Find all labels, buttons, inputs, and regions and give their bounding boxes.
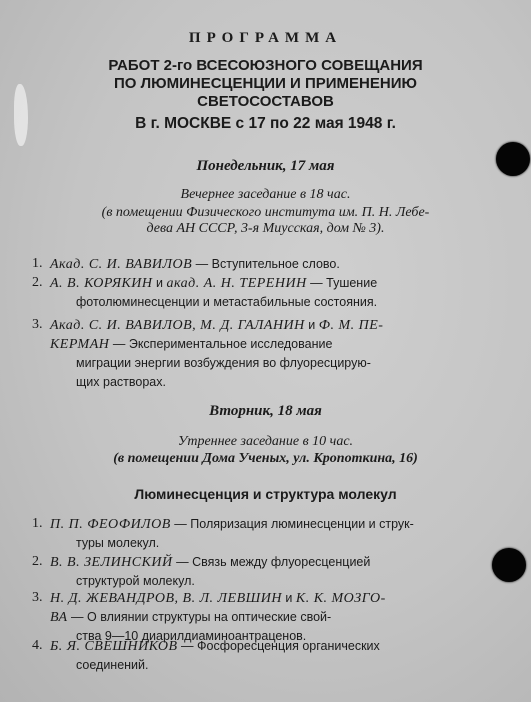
header-line-3: СВЕТОСОСТАВОВ	[197, 93, 334, 110]
talk-text	[50, 274, 500, 312]
dash: —	[306, 276, 327, 290]
talk-number: 2.	[32, 275, 43, 290]
talk-title: Экспериментальное исследование	[128, 337, 333, 351]
talk-text	[50, 637, 500, 675]
talk-title: Тушение	[326, 276, 378, 290]
talk-number: 2.	[32, 554, 43, 569]
conjunction: и	[304, 318, 319, 332]
talk-text	[50, 316, 500, 392]
conjunction: и	[281, 591, 296, 605]
talk-line	[50, 608, 500, 627]
header-dates: В г. МОСКВЕ с 17 по 22 мая 1948 г.	[135, 115, 396, 132]
day1-place-line1: (в помещении Физического института им. П. Н. Лебе-	[101, 205, 430, 220]
dash: —	[109, 337, 129, 351]
talk-number: 1.	[32, 516, 43, 531]
speaker-name: Акад. С. И. ВАВИЛОВ, М. Д. ГАЛАНИН	[50, 318, 305, 333]
talk-line	[50, 274, 500, 293]
talk-line	[50, 293, 500, 312]
day2-place: (в помещении Дома Ученых, ул. Кропоткина, 16)	[113, 451, 418, 466]
speaker-name: К. К. МОЗГО-	[295, 591, 386, 606]
talk-line	[50, 637, 500, 656]
talk-title: Связь между флуоресценцией	[192, 555, 371, 569]
header-line-1: РАБОТ 2-го ВСЕСОЮЗНОГО СОВЕЩАНИЯ	[108, 57, 423, 74]
dash: —	[172, 555, 193, 569]
talk-line	[50, 354, 500, 373]
talk-line	[50, 515, 500, 534]
dash: —	[170, 517, 191, 531]
day2-session: Утреннее заседание в 10 час.	[177, 434, 354, 449]
speaker-name: А. В. КОРЯКИН	[50, 276, 153, 291]
speaker-name: Ф. М. ПЕ-	[318, 318, 384, 333]
talk-title: туры молекул.	[76, 536, 160, 550]
talk-line	[50, 255, 500, 274]
talk-text	[50, 255, 500, 274]
speaker-name: Акад. С. И. ВАВИЛОВ	[50, 257, 193, 272]
dash: —	[177, 639, 197, 653]
talk-number: 1.	[32, 256, 43, 271]
talk-line	[50, 335, 500, 354]
program-title: ПРОГРАММА	[188, 30, 343, 46]
talk-line	[50, 534, 500, 553]
talk-title: Фосфоресценция органических	[196, 639, 380, 653]
talk-text	[50, 553, 500, 591]
speaker-name: акад. А. Н. ТЕРЕНИН	[166, 276, 307, 291]
day2-heading: Вторник, 18 мая	[209, 403, 322, 419]
talk-line	[50, 656, 500, 675]
talk-line	[50, 373, 500, 392]
talk-line	[50, 316, 500, 335]
speaker-name: Н. Д. ЖЕВАНДРОВ, В. Л. ЛЕВШИН	[50, 591, 282, 606]
talk-title: структурой молекул.	[76, 574, 195, 588]
speaker-name: ВА	[50, 610, 68, 625]
talk-text	[50, 515, 500, 553]
talk-title: Вступительное слово.	[211, 257, 340, 271]
speaker-name: В. В. ЗЕЛИНСКИЙ	[50, 555, 173, 570]
day1-heading: Понедельник, 17 мая	[196, 158, 335, 174]
talk-number: 4.	[32, 638, 43, 653]
speaker-name: Б. Я. СВЕШНИКОВ	[50, 639, 178, 654]
speaker-name: П. П. ФЕОФИЛОВ	[50, 517, 171, 532]
day1-place-line2: дева АН СССР, 3-я Миусская, дом № 3).	[146, 221, 385, 236]
header-line-2: ПО ЛЮМИНЕСЦЕНЦИИ И ПРИМЕНЕНИЮ	[114, 75, 417, 92]
talk-title: ства 9—10 диарилдиаминоантраценов.	[76, 629, 307, 643]
talk-title: Поляризация люминесценции и струк-	[190, 517, 414, 531]
talk-title: фотолюминесценции и метастабильные состояния.	[76, 295, 378, 309]
talk-title: щих растворах.	[76, 375, 166, 389]
talk-number: 3.	[32, 590, 43, 605]
talk-title: О влиянии структуры на оптические свой-	[87, 610, 332, 624]
talk-number: 3.	[32, 317, 43, 332]
talk-line	[50, 589, 500, 608]
talk-line	[50, 553, 500, 572]
dash: —	[67, 610, 88, 624]
speaker-name: КЕРМАН	[50, 337, 110, 352]
dash: —	[192, 257, 212, 271]
conjunction: и	[152, 276, 167, 290]
talk-title: миграции энергии возбуждения во флуоресцирую-	[76, 356, 371, 370]
day1-session: Вечернее заседание в 18 час.	[180, 187, 351, 202]
talk-title: соединений.	[76, 658, 149, 672]
section-heading: Люминесценция и структура молекул	[134, 486, 397, 502]
